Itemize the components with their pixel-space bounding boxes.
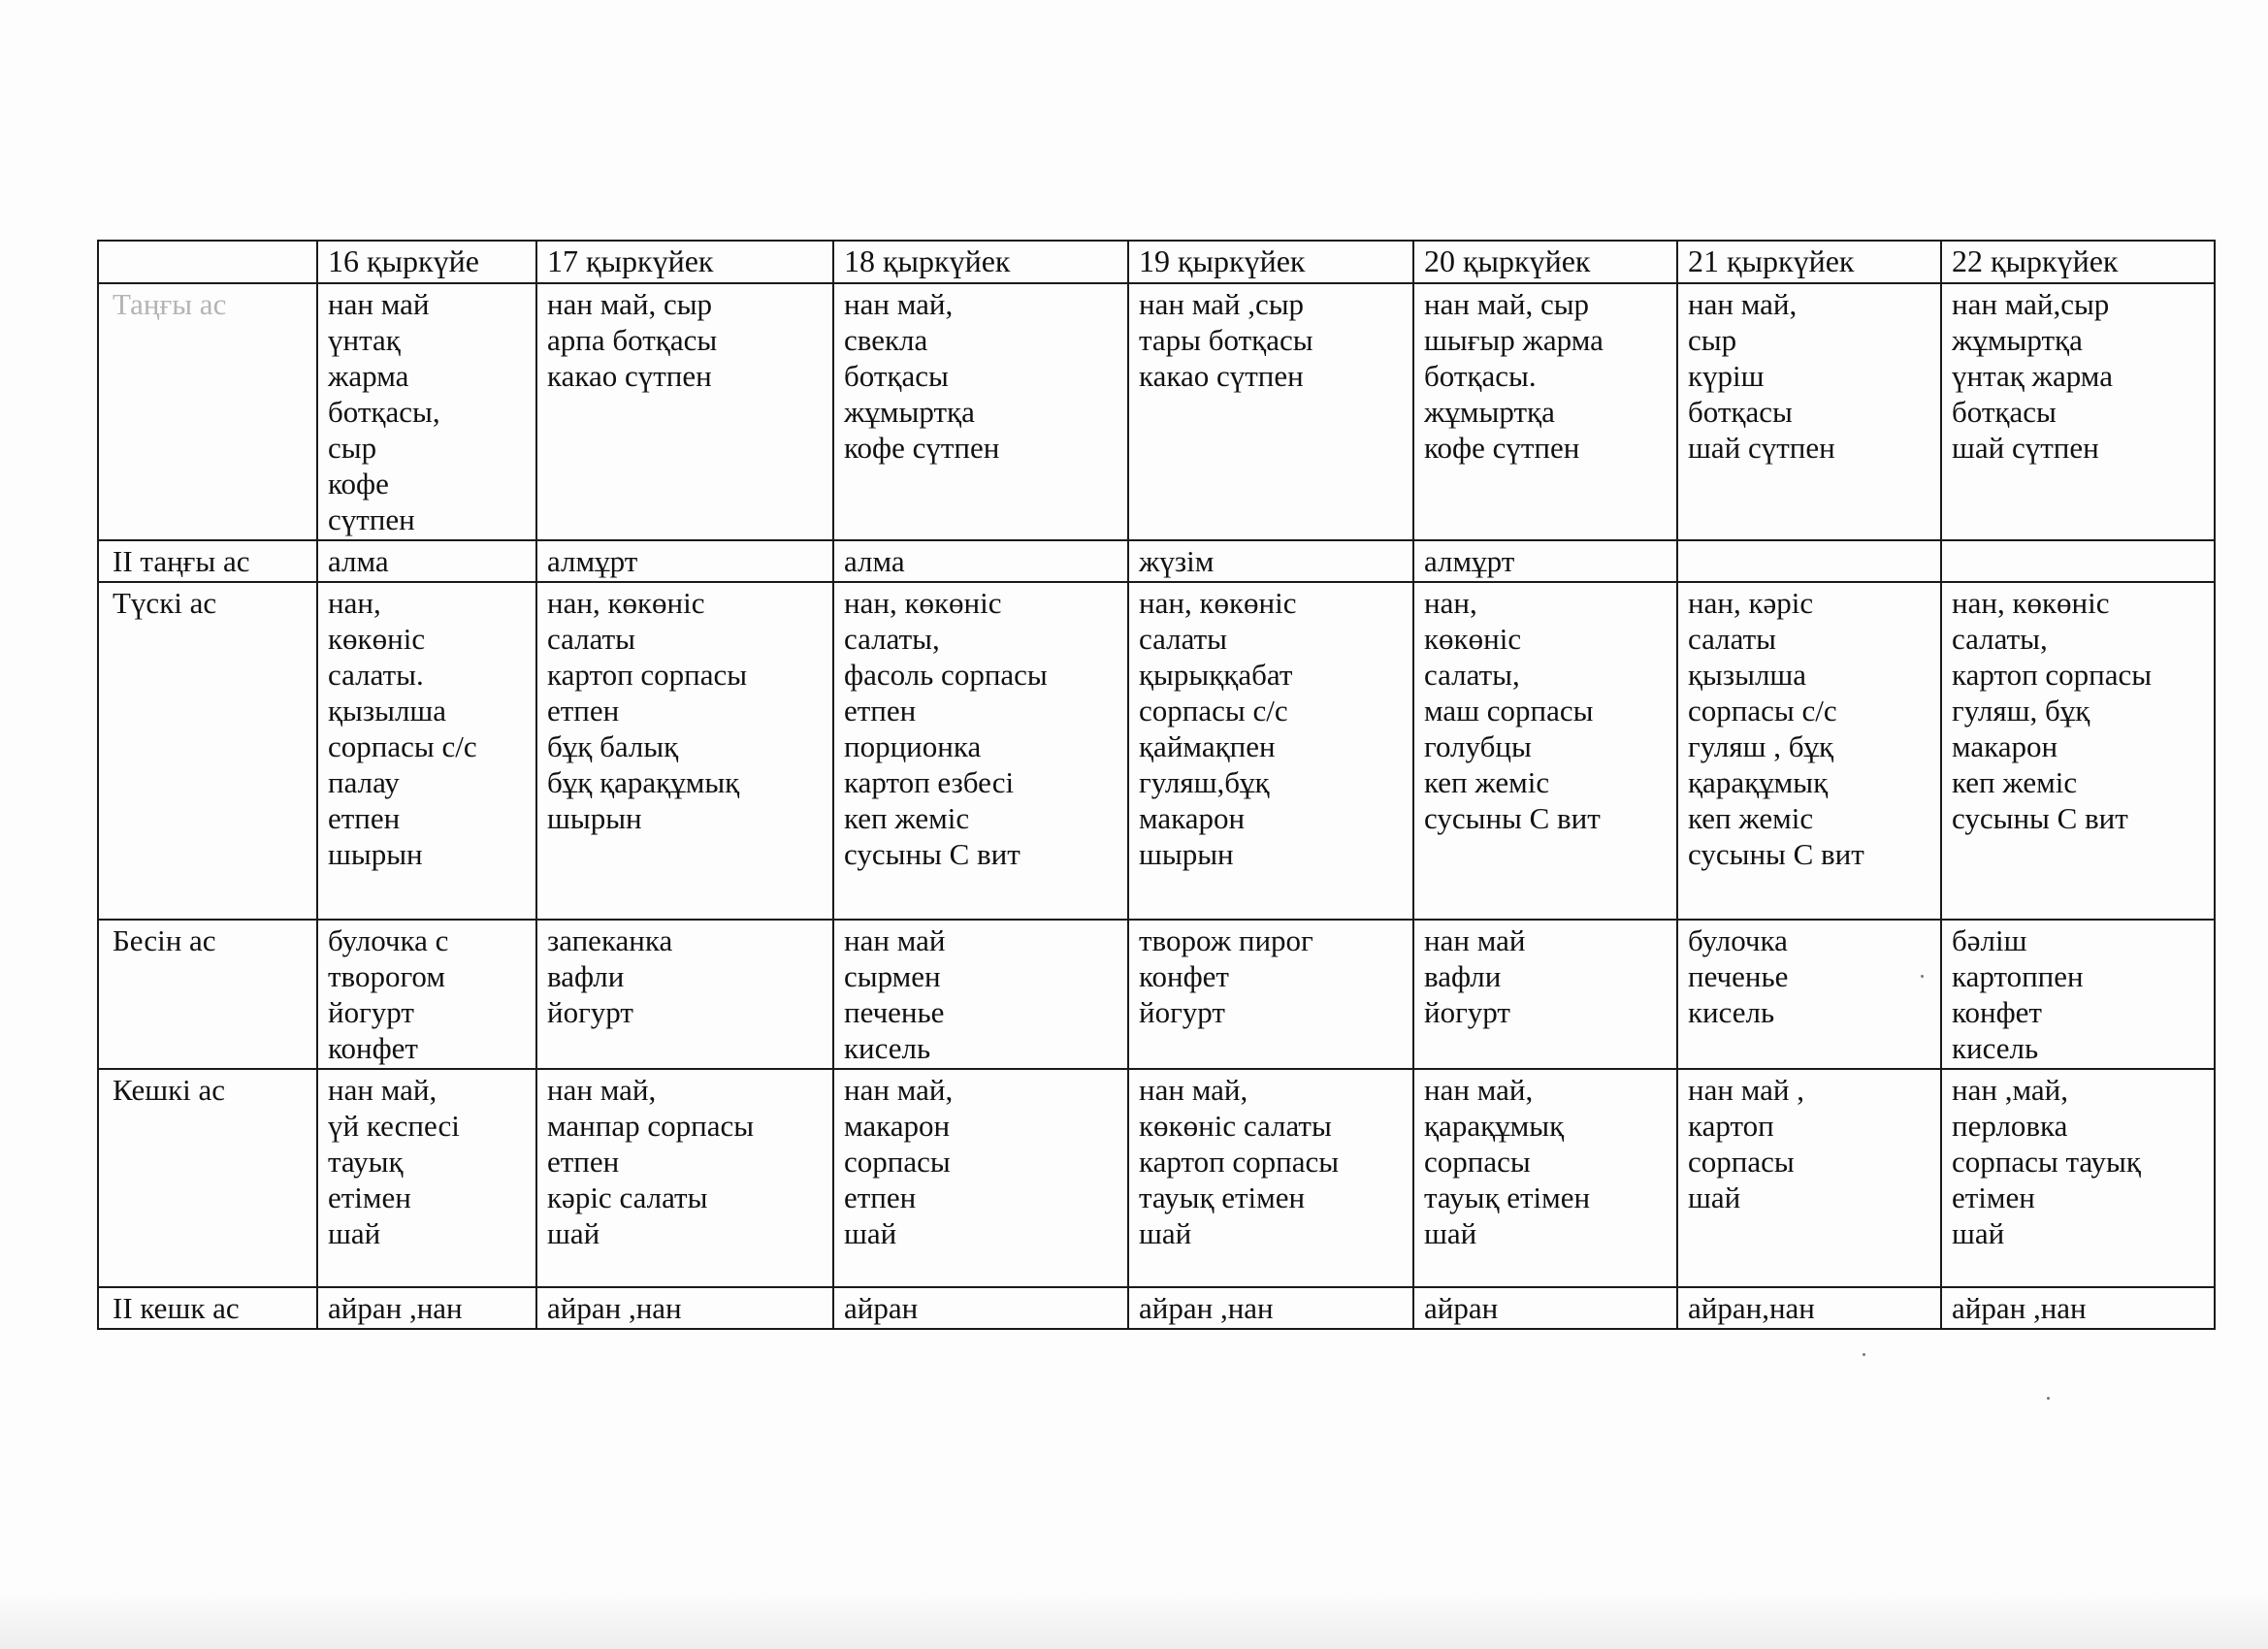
menu-cell: нан, көкөніс салаты, картоп сорпасы гуляш, бұқ макарон кеп жеміс сусыны С вит <box>1941 582 2215 920</box>
menu-cell: нан май, манпар сорпасы етпен кәріс салаты шай <box>536 1069 833 1287</box>
menu-cell: булочка с творогом йогурт конфет <box>317 920 536 1069</box>
meal-label: ІІ таңғы ас <box>98 540 317 582</box>
menu-cell: нан май, макарон сорпасы етпен шай <box>833 1069 1128 1287</box>
menu-cell <box>1941 540 2215 582</box>
menu-cell: нан май вафли йогурт <box>1413 920 1677 1069</box>
corner-cell <box>98 241 317 283</box>
menu-cell: нан май, свекла ботқасы жұмыртқа кофе сүтпен <box>833 283 1128 540</box>
meal-label: ІІ кешк ас <box>98 1287 317 1329</box>
menu-cell: айран,нан <box>1677 1287 1941 1329</box>
menu-cell: бәліш картоппен конфет кисель <box>1941 920 2215 1069</box>
menu-cell: нан, көкөніс салаты қырыққабат сорпасы с/с қаймақпен гуляш,бұқ макарон шырын <box>1128 582 1413 920</box>
menu-cell: нан, көкөніс салаты, маш сорпасы голубцы кеп жеміс сусыны С вит <box>1413 582 1677 920</box>
menu-cell: айран <box>1413 1287 1677 1329</box>
menu-cell: нан май ,сыр тары ботқасы какао сүтпен <box>1128 283 1413 540</box>
day-header: 17 қыркүйек <box>536 241 833 283</box>
menu-cell: нан май, сыр арпа ботқасы какао сүтпен <box>536 283 833 540</box>
menu-cell: нан май, үй кеспесі тауық етімен шай <box>317 1069 536 1287</box>
weekly-menu-table <box>97 240 2216 1330</box>
menu-cell: нан, көкөніс салаты. қызылша сорпасы с/с палау етпен шырын <box>317 582 536 920</box>
meal-label: Таңғы ас <box>98 283 317 540</box>
menu-cell: булочка печенье кисель <box>1677 920 1941 1069</box>
day-header: 16 қыркүйе <box>317 241 536 283</box>
breakfast-row <box>98 283 2215 540</box>
menu-cell: нан май үнтақ жарма ботқасы, сыр кофе сүтпен <box>317 283 536 540</box>
day-header: 19 қыркүйек <box>1128 241 1413 283</box>
afternoon-snack-row <box>98 920 2215 1069</box>
second-dinner-row <box>98 1287 2215 1329</box>
lunch-row <box>98 582 2215 920</box>
menu-cell: айран ,нан <box>536 1287 833 1329</box>
menu-cell: нан май, көкөніс салаты картоп сорпасы тауық етімен шай <box>1128 1069 1413 1287</box>
menu-cell: нан май , картоп сорпасы шай <box>1677 1069 1941 1287</box>
page-shadow <box>0 1591 2268 1649</box>
menu-cell: нан, көкөніс салаты, фасоль сорпасы етпен порционка картоп езбесі кеп жеміс сусыны С вит <box>833 582 1128 920</box>
menu-cell: нан май,сыр жұмыртқа үнтақ жарма ботқасы шай сүтпен <box>1941 283 2215 540</box>
menu-cell: айран ,нан <box>317 1287 536 1329</box>
menu-cell <box>1677 540 1941 582</box>
menu-cell: нан май сырмен печенье кисель <box>833 920 1128 1069</box>
day-header: 22 қыркүйек <box>1941 241 2215 283</box>
scan-speck <box>1863 1353 1865 1356</box>
dinner-row <box>98 1069 2215 1287</box>
menu-cell: нан май, сыр күріш ботқасы шай сүтпен <box>1677 283 1941 540</box>
menu-cell: айран <box>833 1287 1128 1329</box>
menu-cell: алмұрт <box>536 540 833 582</box>
day-header: 20 қыркүйек <box>1413 241 1677 283</box>
scan-speck <box>2047 1397 2050 1400</box>
menu-cell: нан, кәріс салаты қызылша сорпасы с/с гуляш , бұқ қарақұмық кеп жеміс сусыны С вит <box>1677 582 1941 920</box>
menu-cell: айран ,нан <box>1128 1287 1413 1329</box>
menu-cell: творож пирог конфет йогурт <box>1128 920 1413 1069</box>
day-header: 21 қыркүйек <box>1677 241 1941 283</box>
second-breakfast-row <box>98 540 2215 582</box>
day-header: 18 қыркүйек <box>833 241 1128 283</box>
menu-cell: нан, көкөніс салаты картоп сорпасы етпен бұқ балық бұқ қарақұмық шырын <box>536 582 833 920</box>
menu-cell: айран ,нан <box>1941 1287 2215 1329</box>
menu-cell: нан май, қарақұмық сорпасы тауық етімен шай <box>1413 1069 1677 1287</box>
meal-label: Бесін ас <box>98 920 317 1069</box>
meal-label: Кешкі ас <box>98 1069 317 1287</box>
menu-cell: нан май, сыр шығыр жарма ботқасы. жұмыртқа кофе сүтпен <box>1413 283 1677 540</box>
menu-cell: алма <box>833 540 1128 582</box>
menu-cell: алмұрт <box>1413 540 1677 582</box>
menu-cell: запеканка вафли йогурт <box>536 920 833 1069</box>
menu-cell: алма <box>317 540 536 582</box>
menu-cell: жүзім <box>1128 540 1413 582</box>
header-row <box>98 241 2215 283</box>
menu-cell: нан ,май, перловка сорпасы тауық етімен шай <box>1941 1069 2215 1287</box>
meal-label: Түскі ас <box>98 582 317 920</box>
